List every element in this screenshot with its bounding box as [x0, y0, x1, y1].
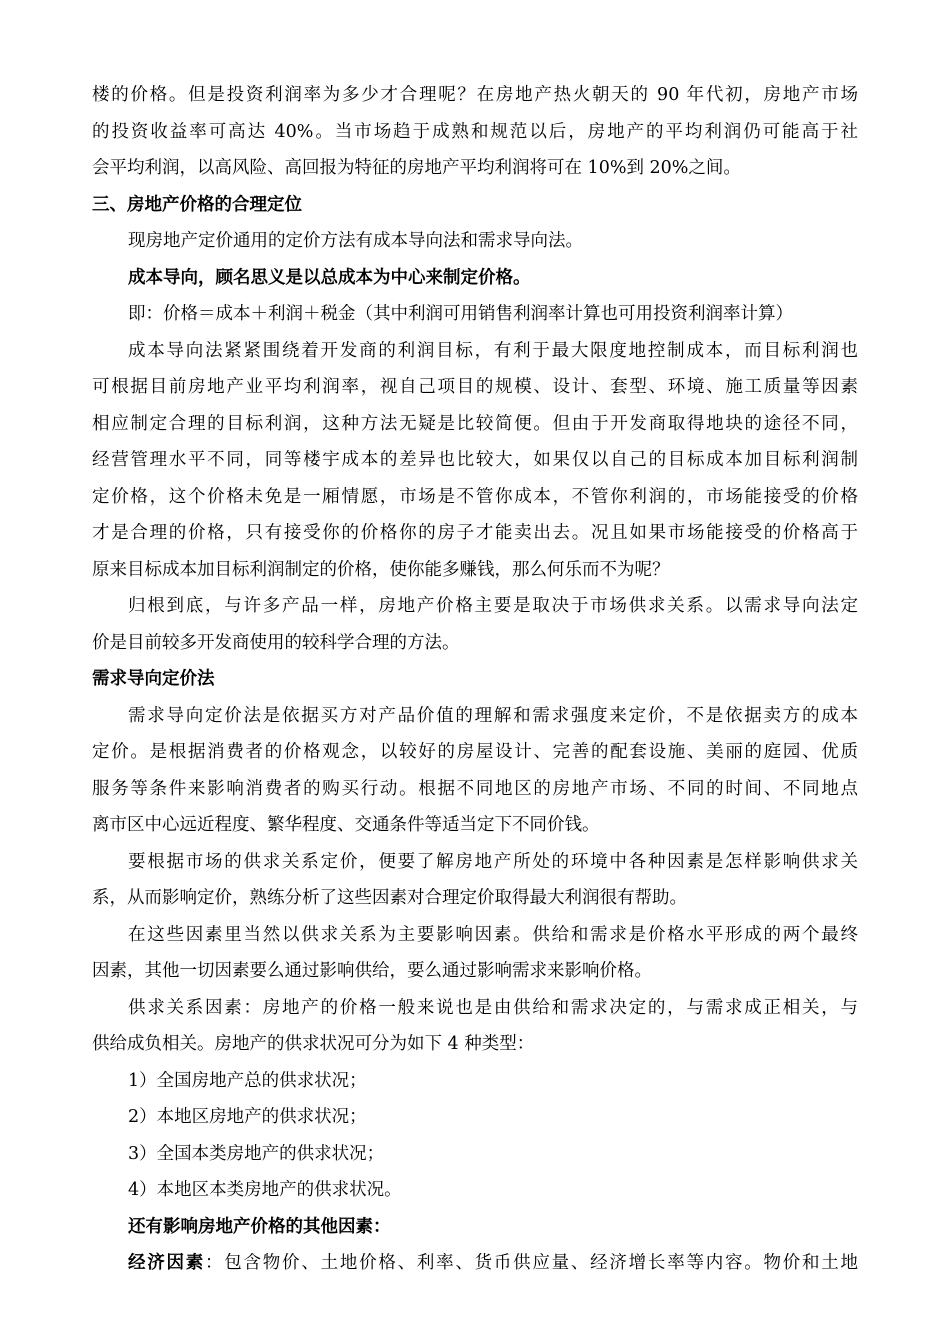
paragraph-line: 系，从而影响定价，熟练分析了这些因素对合理定价取得最大利润很有帮助。 — [92, 888, 687, 908]
paragraph-line: 成本导向法紧紧围绕着开发商的利润目标，有利于最大限度地控制成本，而目标利润也 — [128, 340, 858, 361]
paragraph-line: 经营管理水平不同，同等楼宇成本的差异也比较大，如果仅以自己的目标成本加目标利润制 — [92, 450, 858, 470]
economic-factors-text: ：包含物价、土地价格、利率、货币供应量、经济增长率等内容。物价和土地 — [205, 1253, 858, 1273]
paragraph-line: 的投资收益率可高达 40%。当市场趋于成熟和规范以后，房地产的平均利润仍可能高于社 — [92, 121, 858, 142]
document-body — [92, 77, 858, 1245]
paragraph-line: 3）全国本类房地产的供求状况； — [128, 1143, 385, 1164]
heading-line: 还有影响房地产价格的其他因素： — [128, 1216, 391, 1237]
heading-line: 需求导向定价法 — [92, 669, 215, 689]
paragraph-line: 要根据市场的供求关系定价，便要了解房地产所处的环境中各种因素是怎样影响供求关 — [128, 851, 858, 872]
paragraph-line: 服务等条件来影响消费者的购买行动。根据不同地区的房地产市场、不同的时间、不同地点 — [92, 778, 858, 799]
heading-line: 三、房地产价格的合理定位 — [92, 194, 302, 215]
paragraph-line: 需求导向定价法是依据买方对产品价值的理解和需求强度来定价，不是依据卖方的成本 — [128, 705, 858, 726]
paragraph-line: 在这些因素里当然以供求关系为主要影响因素。供给和需求是价格水平形成的两个最终 — [128, 924, 858, 945]
paragraph-line-economic-factors — [92, 1245, 858, 1282]
paragraph-line: 离市区中心远近程度、繁华程度、交通条件等适当定下不同价钱。 — [92, 815, 600, 835]
paragraph-line: 供给成负相关。房地产的供求状况可分为如下 4 种类型： — [92, 1034, 535, 1054]
paragraph-line: 2）本地区房地产的供求状况； — [128, 1107, 367, 1127]
paragraph-line: 4）本地区本类房地产的供求状况。 — [128, 1180, 402, 1200]
paragraph-line: 定价。是根据消费者的价格观念，以较好的房屋设计、完善的配套设施、美丽的庭园、优质 — [92, 742, 858, 762]
paragraph-line: 会平均利润，以高风险、高回报为特征的房地产平均利润将可在 10%到 20%之间。 — [92, 158, 741, 178]
paragraph-line: 可根据目前房地产业平均利润率，视自己项目的规模、设计、套型、环境、施工质量等因素 — [92, 377, 858, 397]
paragraph-line: 原来目标成本加目标利润制定的价格，使你能多赚钱，那么何乐而不为呢？ — [92, 559, 670, 580]
paragraph-line: 相应制定合理的目标利润，这种方法无疑是比较简便。但由于开发商取得地块的途径不同， — [92, 413, 858, 434]
paragraph-line: 才是合理的价格，只有接受你的价格你的房子才能卖出去。况且如果市场能接受的价格高于 — [92, 523, 858, 543]
paragraph-line: 供求关系因素：房地产的价格一般来说也是由供给和需求决定的，与需求成正相关，与 — [128, 997, 858, 1018]
paragraph-line: 即：价格＝成本＋利润＋税金（其中利润可用销售利润率计算也可用投资利润率计算） — [128, 304, 793, 324]
paragraph-line: 楼的价格。但是投资利润率为多少才合理呢？在房地产热火朝天的 90 年代初，房地产市场 — [92, 85, 858, 105]
paragraph-line: 价是目前较多开发商使用的较科学合理的方法。 — [92, 632, 460, 653]
paragraph-line: 1）全国房地产总的供求状况； — [128, 1070, 367, 1091]
heading-line: 成本导向，顾名思义是以总成本为中心来制定价格。 — [128, 267, 531, 288]
paragraph-line: 归根到底，与许多产品一样，房地产价格主要是取决于市场供求关系。以需求导向法定 — [128, 596, 858, 616]
paragraph-line: 现房地产定价通用的定价方法有成本导向法和需求导向法。 — [128, 231, 583, 251]
paragraph-line: 定价格，这个价格未免是一厢情愿，市场是不管你成本，不管你利润的，市场能接受的价格 — [92, 486, 858, 507]
paragraph-line: 因素，其他一切因素要么通过影响供给，要么通过影响需求来影响价格。 — [92, 961, 652, 981]
economic-factors-label: 经济因素 — [128, 1253, 206, 1273]
